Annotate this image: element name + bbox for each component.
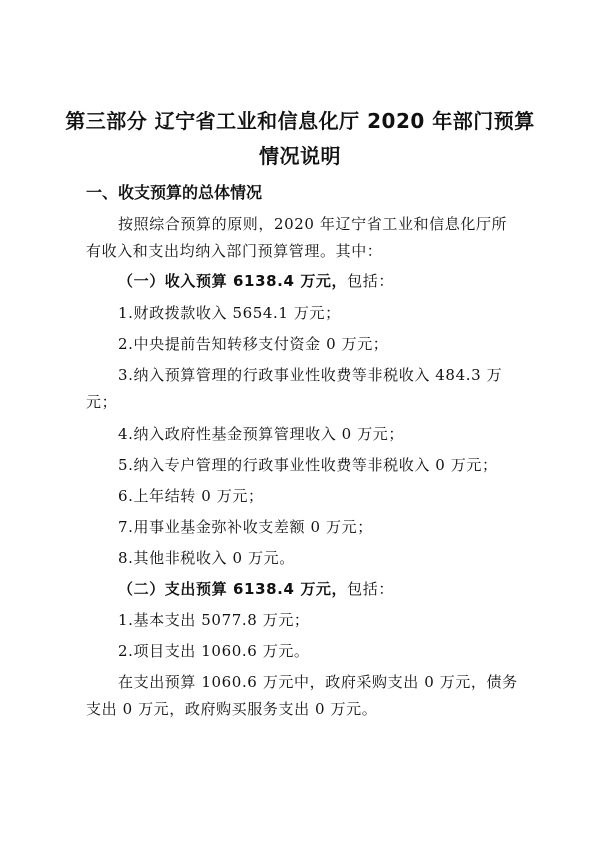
expense-item: 2.项目支出 1060.6 万元。 [118,642,310,660]
intro-paragraph-line1: 按照综合预算的原则，2020 年辽宁省工业和信息化厅所 [118,215,508,233]
income-item: 5.纳入专户管理的行政事业性收费等非税收入 0 万元； [118,456,498,474]
expense-item: 1.基本支出 5077.8 万元； [118,611,310,629]
income-item: 6.上年结转 0 万元； [118,487,264,505]
closing-paragraph-line2: 支出 0 万元，政府购买服务支出 0 万元。 [86,700,378,718]
income-item: 8.其他非税收入 0 万元。 [118,549,295,567]
income-item: 7.用事业基金弥补收支差额 0 万元； [118,518,373,536]
income-item: 1.财政拨款收入 5654.1 万元； [118,304,341,322]
income-heading [118,270,394,291]
income-item: 2.中央提前告知转移支付资金 0 万元； [118,335,389,353]
income-heading-tail: 包括： [347,272,394,290]
expense-heading-tail: 包括： [347,580,394,598]
income-heading-bold: （一）收入预算 6138.4 万元， [118,272,348,290]
document-title-line2: 情况说明 [259,144,341,168]
expense-heading [118,578,394,599]
income-item-continuation: 元； [86,393,118,411]
income-item: 3.纳入预算管理的行政事业性收费等非税收入 484.3 万 [118,366,503,384]
document-title-line1: 第三部分 辽宁省工业和信息化厅 2020 年部门预算 [65,109,535,133]
section-heading: 一、收支预算的总体情况 [86,183,263,202]
closing-paragraph-line1: 在支出预算 1060.6 万元中，政府采购支出 0 万元，债务 [118,673,518,691]
expense-heading-bold: （二）支出预算 6138.4 万元， [118,580,348,598]
income-item: 4.纳入政府性基金预算管理收入 0 万元； [118,425,404,443]
intro-paragraph-line2: 有收入和支出均纳入部门预算管理。其中： [86,242,383,260]
